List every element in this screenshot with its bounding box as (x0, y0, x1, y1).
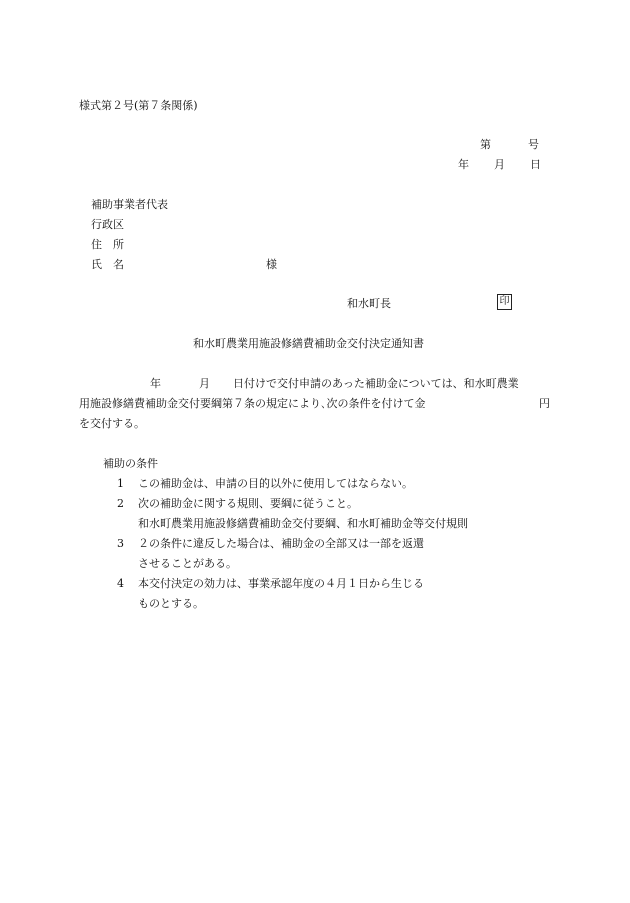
form-reference: 様式第２号(第７条関係) (79, 99, 198, 112)
condition-1-text: この補助金は、申請の目的以外に使用してはならない。 (138, 477, 413, 490)
condition-3-text-continued: させることがある。 (138, 557, 237, 570)
honorific: 様 (266, 258, 277, 271)
address-label: 住 所 (91, 238, 124, 251)
condition-4-text: 本交付決定の効力は、事業承認年度の４月１日から生じる (138, 577, 424, 590)
condition-2-text-continued: 和水町農業用施設修繕費補助金交付要綱、和水町補助金等交付規則 (138, 517, 468, 530)
condition-4-number: 4 (117, 577, 124, 590)
issuer-name: 和水町長 (347, 297, 391, 310)
condition-2-number: 2 (117, 497, 124, 510)
seal-mark: 印 (497, 294, 512, 310)
conditions-heading: 補助の条件 (103, 457, 158, 470)
body-line-2: 用施設修繕費補助金交付要綱第７条の規定により､次の条件を付けて金 (79, 397, 426, 410)
doc-number-suffix: 号 (528, 138, 539, 151)
condition-2-text: 次の補助金に関する規則、要綱に従うこと。 (138, 497, 358, 510)
date-day: 日 (530, 158, 541, 171)
document-title: 和水町農業用施設修繕費補助金交付決定通知書 (193, 337, 424, 350)
condition-1-number: 1 (117, 477, 124, 490)
condition-3-text: ２の条件に違反した場合は、補助金の全部又は一部を返還 (138, 537, 424, 550)
date-month: 月 (494, 158, 505, 171)
doc-number-prefix: 第 (480, 138, 491, 151)
body-year: 年 (150, 377, 161, 390)
name-label: 氏 名 (91, 258, 124, 271)
date-year: 年 (458, 158, 469, 171)
body-line-3: を交付する。 (79, 417, 145, 430)
yen-unit: 円 (539, 397, 550, 410)
body-month: 月 (199, 377, 210, 390)
condition-4-text-continued: ものとする。 (138, 597, 204, 610)
body-line-1: 日付けで交付申請のあった補助金については、和水町農業 (233, 377, 519, 390)
recipient-title: 補助事業者代表 (91, 198, 168, 211)
condition-3-number: 3 (117, 537, 124, 550)
district-label: 行政区 (91, 218, 124, 231)
